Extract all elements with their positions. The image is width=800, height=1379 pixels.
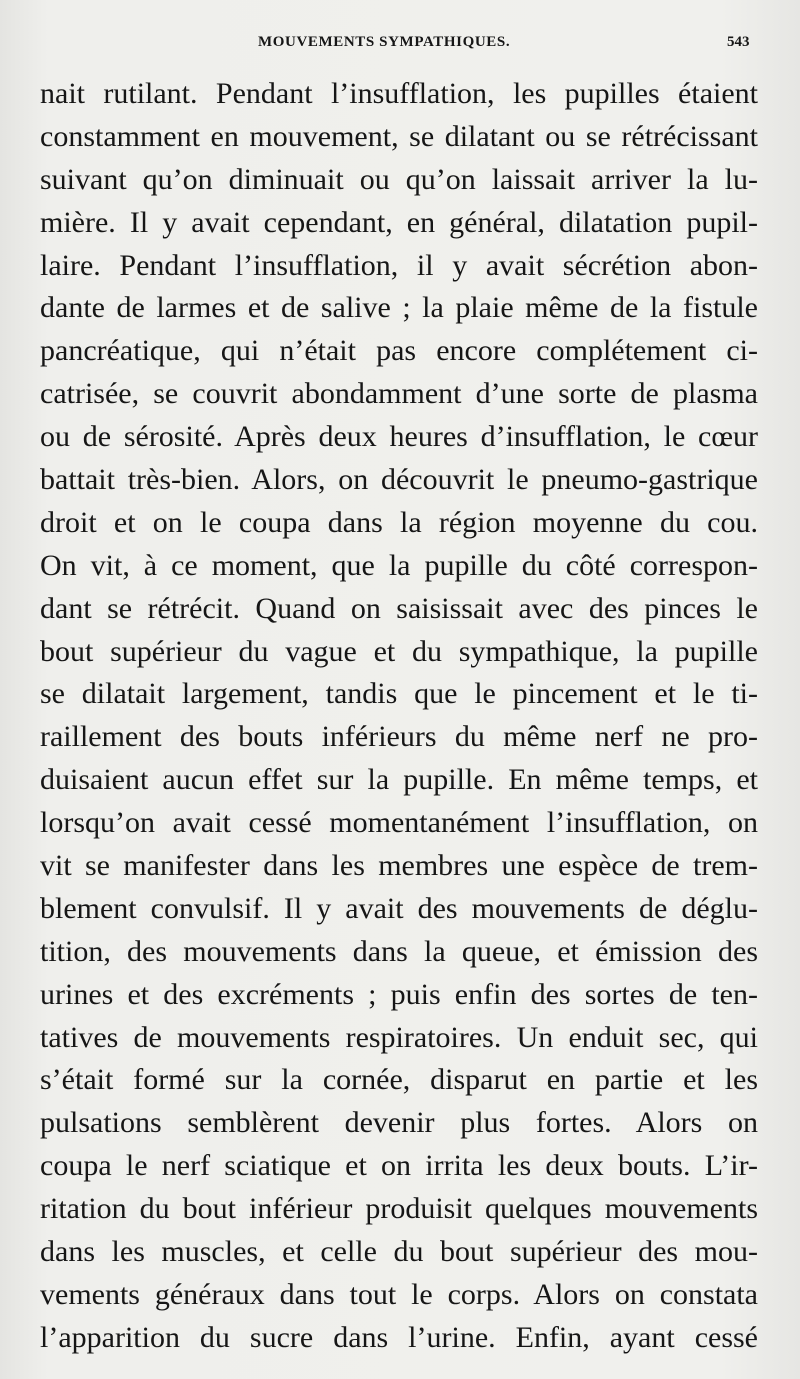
body-text: [40, 73, 758, 1360]
text-line: blement convulsif. Il y avait des mouvements de déglu-: [40, 891, 758, 925]
text-line: pancréatique, qui n’était pas encore complétement ci-: [40, 334, 758, 368]
text-line: On vit, à ce moment, que la pupille du côté correspon-: [40, 548, 758, 582]
text-line: constamment en mouvement, se dilatant ou se rétrécissant: [40, 119, 758, 153]
text-line: dante de larmes et de salive ; la plaie même de la fistule: [40, 291, 758, 325]
text-line: dans les muscles, et celle du bout supérieur des mou-: [40, 1235, 758, 1269]
text-line: mière. Il y avait cependant, en général, dilatation pupil-: [40, 205, 758, 239]
text-line: dant se rétrécit. Quand on saisissait avec des pinces le: [40, 591, 758, 625]
text-line: se dilatait largement, tandis que le pincement et le ti-: [40, 677, 758, 711]
text-line: s’était formé sur la cornée, disparut en partie et les: [40, 1063, 758, 1097]
text-line: ritation du bout inférieur produisit quelques mouvements: [40, 1192, 758, 1226]
text-line: l’apparition du sucre dans l’urine. Enfin, ayant cessé: [40, 1320, 758, 1354]
text-line: catrisée, se couvrit abondamment d’une sorte de plasma: [40, 377, 758, 411]
page-number: 543: [727, 34, 750, 50]
text-line: vements généraux dans tout le corps. Alors on constata: [40, 1277, 758, 1311]
text-line: suivant qu’on diminuait ou qu’on laissait arriver la lu-: [40, 162, 758, 196]
text-line: tatives de mouvements respiratoires. Un enduit sec, qui: [40, 1020, 758, 1054]
page-header: [0, 34, 800, 58]
text-line: laire. Pendant l’insufflation, il y avait sécrétion abon-: [40, 248, 758, 282]
text-line: nait rutilant. Pendant l’insufflation, les pupilles étaient: [40, 77, 758, 110]
text-line: battait très-bien. Alors, on découvrit le pneumo-gastrique: [40, 463, 758, 497]
text-line: duisaient aucun effet sur la pupille. En même temps, et: [40, 763, 758, 797]
text-line: ou de sérosité. Après deux heures d’insufflation, le cœur: [40, 420, 758, 454]
running-title: MOUVEMENTS SYMPATHIQUES.: [258, 34, 511, 50]
text-line: tition, des mouvements dans la queue, et émission des: [40, 934, 758, 968]
text-line: urines et des excréments ; puis enfin des sortes de ten-: [40, 977, 758, 1011]
text-line: vit se manifester dans les membres une espèce de trem-: [40, 849, 758, 883]
text-line: coupa le nerf sciatique et on irrita les deux bouts. L’ir-: [40, 1149, 758, 1183]
text-line: lorsqu’on avait cessé momentanément l’insufflation, on: [40, 806, 758, 840]
text-line: bout supérieur du vague et du sympathique, la pupille: [40, 634, 758, 668]
text-line: raillement des bouts inférieurs du même nerf ne pro-: [40, 720, 758, 754]
text-line: droit et on le coupa dans la région moyenne du cou.: [40, 505, 758, 539]
text-line: pulsations semblèrent devenir plus fortes. Alors on: [40, 1106, 758, 1140]
